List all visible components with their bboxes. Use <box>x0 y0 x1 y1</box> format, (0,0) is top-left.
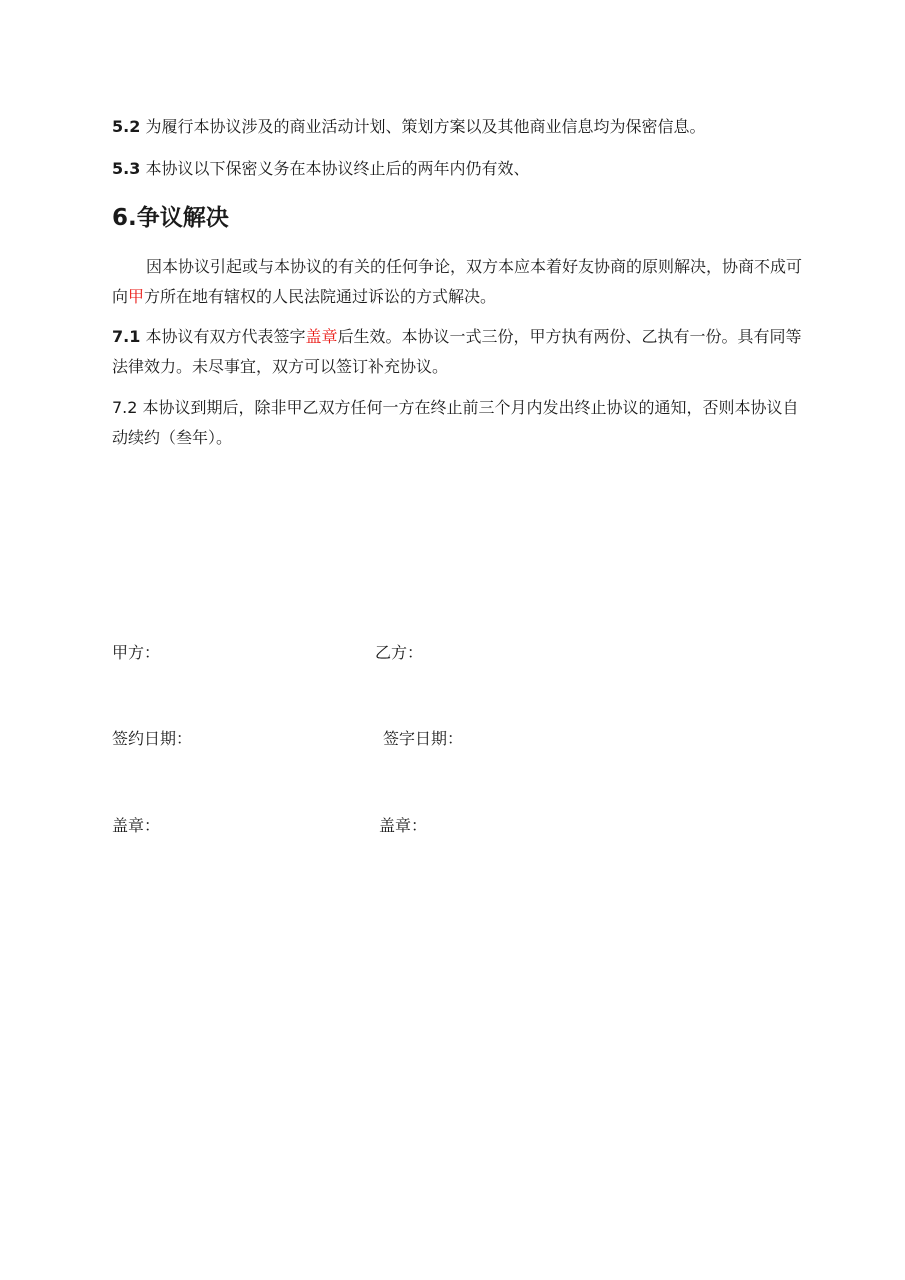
sign-date-a-label: 签约日期： <box>112 729 193 748</box>
clause-number: 5.3 <box>112 159 141 178</box>
party-a-label: 甲方： <box>112 643 161 662</box>
sign-date-b-label: 签字日期： <box>383 729 464 748</box>
clause-5-2 <box>112 112 802 142</box>
clause-text: 本协议到期后，除非甲乙双方任何一方在终止前三个月内发出终止协议的通知，否则本协议自动续约（叁年）。 <box>112 398 799 447</box>
highlighted-text: 盖章 <box>305 327 338 346</box>
clause-7-1 <box>112 322 802 382</box>
clause-text: 为履行本协议涉及的商业活动计划、策划方案以及其他商业信息均为保密信息。 <box>145 117 706 136</box>
paragraph-text: 方所在地有辖权的人民法院通过诉讼的方式解决。 <box>144 287 497 306</box>
clause-text: 本协议有双方代表签字 <box>145 327 306 346</box>
clause-text: 本协议以下保密义务在本协议终止后的两年内仍有效、 <box>145 159 530 178</box>
highlighted-text: 甲 <box>128 287 145 306</box>
clause-7-2 <box>112 393 802 453</box>
seal-b-label: 盖章： <box>379 816 428 835</box>
clause-number: 5.2 <box>112 117 141 136</box>
paragraph-text: 因本协议引起或与本协议的有关的任何争论，双方本应本着好友协商的原则解决，协商不成可向 <box>112 257 803 306</box>
seal-a-label: 盖章： <box>112 816 161 835</box>
party-b-label: 乙方： <box>375 643 424 662</box>
section-heading-dispute-resolution: 6.争议解决 <box>112 205 229 231</box>
clause-number: 7.1 <box>112 327 141 346</box>
dispute-resolution-paragraph <box>112 252 802 312</box>
clause-text: 后生效。本协议一式三份，甲方执有两份、乙执有一份。具有同等法律效力。未尽事宜，双方可以签订补充协议。 <box>112 327 802 376</box>
clause-5-3 <box>112 154 802 184</box>
clause-number: 7.2 <box>112 398 138 417</box>
